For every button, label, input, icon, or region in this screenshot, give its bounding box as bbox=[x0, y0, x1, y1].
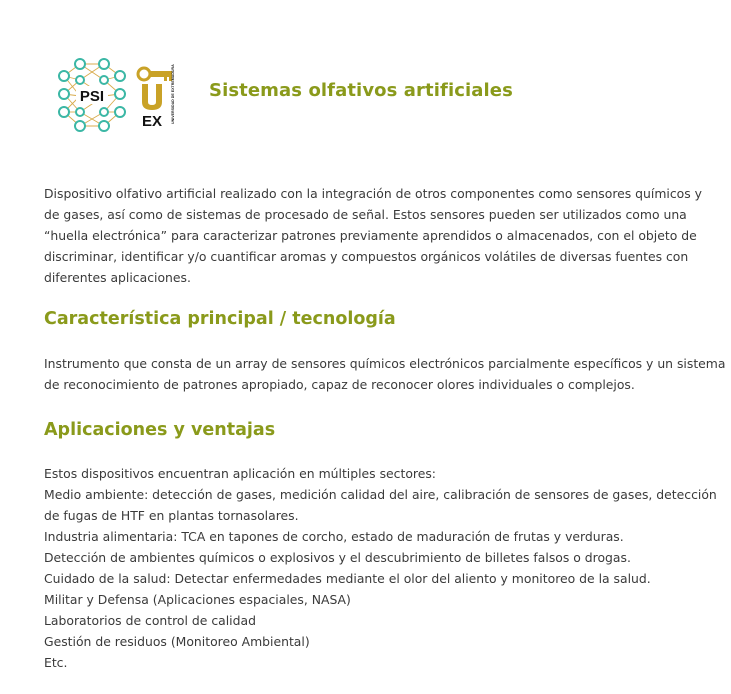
header bbox=[52, 54, 190, 134]
list-item: Etc. bbox=[44, 655, 68, 670]
page-title: Sistemas olfativos artificiales bbox=[209, 80, 513, 101]
intro-paragraph: Dispositivo olfativo artificial realizado con la integración de otros componentes como sensores químicos y de gases, así como de sistemas de procesado de señal. Estos sensores pueden ser utilizados como una “huella electrónica” para caracterizar patrones previamente aprendidos o almacenados, con el objeto de discriminar, identificar y/o cuantificar aromas y compuestos orgánicos volátiles de diversas fuentes con diferentes aplicaciones. bbox=[44, 186, 702, 285]
caracteristica-paragraph: Instrumento que consta de un array de sensores químicos electrónicos parcialmente específicos y un sistema de reconocimiento de patrones apropiado, capaz de reconocer olores individuales o complejos. bbox=[44, 356, 726, 392]
caracteristica-heading: Característica principal / tecnología bbox=[44, 309, 396, 329]
list-item: Medio ambiente: detección de gases, medición calidad del aire, calibración de sensores de gases, detección de fugas de HTF en plantas tornasolares. bbox=[44, 487, 717, 523]
list-item: Detección de ambientes químicos o explosivos y el descubrimiento de billetes falsos o drogas. bbox=[44, 550, 631, 565]
uex-logo-caption: UNIVERSIDAD DE EXTREMADURA bbox=[171, 64, 175, 124]
psi-logo-text: PSI bbox=[79, 88, 105, 105]
list-item: Gestión de residuos (Monitoreo Ambiental) bbox=[44, 634, 310, 649]
psi-network-logo bbox=[52, 54, 132, 134]
list-item: Industria alimentaria: TCA en tapones de corcho, estado de maduración de frutas y verduras. bbox=[44, 529, 624, 544]
list-item: Laboratorios de control de calidad bbox=[44, 613, 256, 628]
aplicaciones-heading: Aplicaciones y ventajas bbox=[44, 420, 276, 440]
main-content bbox=[44, 183, 731, 673]
list-item: Estos dispositivos encuentran aplicación en múltiples sectores: bbox=[44, 466, 436, 481]
uex-logo bbox=[134, 60, 190, 128]
list-item: Cuidado de la salud: Detectar enfermedades mediante el olor del aliento y monitoreo de la salud. bbox=[44, 571, 651, 586]
list-item: Militar y Defensa (Aplicaciones espaciales, NASA) bbox=[44, 592, 351, 607]
uex-logo-text: EX bbox=[141, 113, 163, 128]
aplicaciones-list bbox=[44, 463, 724, 673]
